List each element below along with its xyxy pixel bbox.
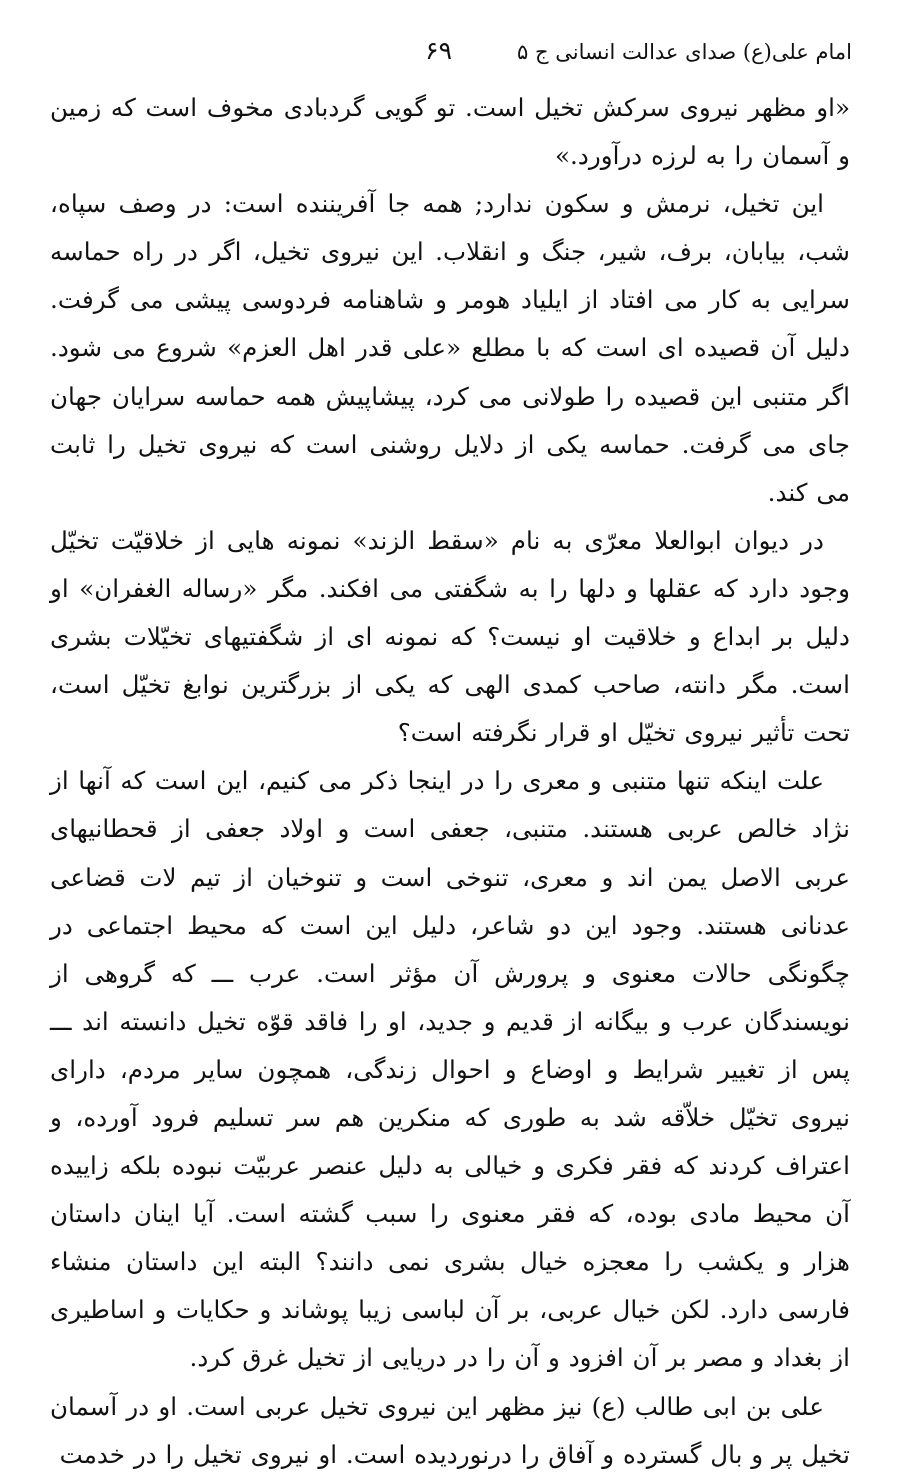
- paragraph-quote: «او مظهر نیروی سرکش تخیل است. تو گویی گردبادی مخوف است که زمین و آسمان را به لرزه درآورد.»: [50, 93, 850, 171]
- body-text: [50, 84, 850, 1479]
- paragraph: علت اینکه تنها متنبی و معری را در اینجا ذکر می کنیم، این است که آنها از نژاد خالص عربی هستند. متنبی، جعفی است و اولاد جعفی از قحطانیهای عربی الاصل یمن اند و معری، تنوخی است و تنوخیان از تیم لات قضاعی عدنانی هستند. وجود این دو شاعر، دلیل این است که محیط اجتماعی در چگونگی حالات معنوی و پرورش آن مؤثر است. عرب ـــ که گروهی از نویسندگان عرب و بیگانه از قدیم و جدید، او را فاقد قوّه تخیل دانسته اند ـــ پس از تغییر شرایط و اوضاع و احوال زندگی، همچون سایر مردم، دارای نیروی تخیّل خلاّقه شد به طوری که منکرین هم سر تسلیم فرود آورده، و اعتراف کردند که فقر فکری و خیالی به دلیل عنصر عربیّت نبوده بلکه زاییده آن محیط مادی بوده، که فقر معنوی را سبب گشته است. آیا اینان داستان هزار و یکشب را معجزه خیال بشری نمی دانند؟ البته این داستان منشاء فارسی دارد. لکن خیال عربی، بر آن لباسی زیبا پوشاند و حکایات و اساطیری از بغداد و مصر بر آن افزود و آن را در دریایی از تخیل غرق کرد.: [50, 766, 850, 1373]
- book-title: امام علی(ع) صدای عدالت انسانی ج ۵: [517, 40, 852, 64]
- paragraph: این تخیل، نرمش و سکون ندارد; همه جا آفریننده است: در وصف سپاه، شب، بیابان، برف، شیر، جنگ و انقلاب. این نیروی تخیل، اگر در راه حماسه سرایی به کار می افتاد از ایلیاد هومر و شاهنامه فردوسی پیشی می گرفت. دلیل آن قصیده ای است که با مطلع «علی قدر اهل العزم» شروع می شود. اگر متنبی این قصیده را طولانی می کرد، پیشاپیش همه حماسه سرایان جهان جای می گرفت. حماسه یکی از دلایل روشنی است که نیروی تخیل را ثابت می کند.: [50, 189, 850, 507]
- paragraph: در دیوان ابوالعلا معرّی به نام «سقط الزند» نمونه هایی از خلاقیّت تخیّل وجود دارد که عقلها و دلها را به شگفتی می افکند. مگر «رساله الغفران» او دلیل بر ابداع و خلاقیت او نیست؟ که نمونه ای از شگفتیهای تخیّلات بشری است. مگر دانته، صاحب کمدی الهی که یکی از بزرگترین نوابغ تخیّل است، تحت تأثیر نیروی تخیّل او قرار نگرفته است؟: [50, 525, 850, 748]
- page-number: ۶۹: [425, 36, 452, 65]
- running-header: [48, 36, 852, 76]
- paragraph: علی بن ابی طالب (ع) نیز مظهر این نیروی تخیل عربی است. او در آسمان تخیل پر و بال گسترده و آفاق را درنوردیده است. او نیروی تخیل را در خدمت: [50, 1391, 850, 1469]
